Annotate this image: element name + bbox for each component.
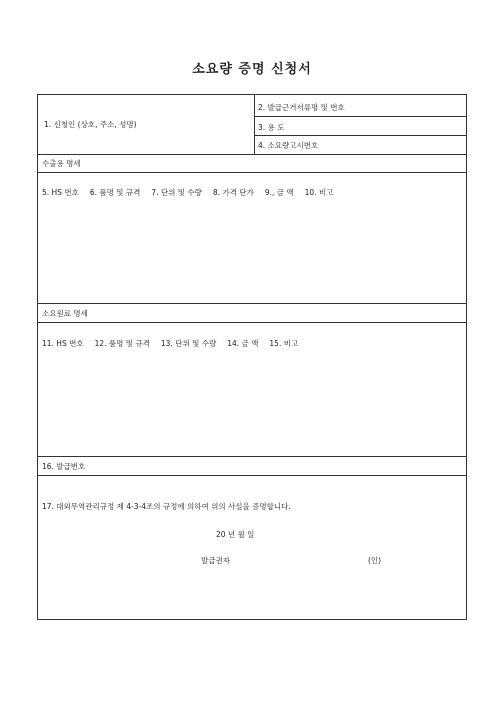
certification-date: 20 년 월 일 — [216, 530, 255, 539]
header-row-line-2 — [254, 135, 466, 136]
material-col-remarks: 15. 비고 — [269, 339, 299, 348]
export-columns — [42, 187, 344, 198]
material-col-hs: 11. HS 번호 — [42, 339, 84, 348]
certification-statement: 17. 대외무역관리규정 제 4-3-4조의 규정에 의하여 위의 사실을 증명합니다. — [42, 502, 291, 511]
export-col-price: 8. 가격 단가 — [212, 188, 254, 197]
export-bottom-line — [38, 303, 466, 304]
material-col-amount: 14. 금 액 — [227, 339, 259, 348]
header-row-line-1 — [254, 116, 466, 117]
document-title: 소요량 증명 신청서 — [192, 62, 312, 77]
application-form — [37, 94, 467, 620]
issue-no-field: 16. 발급번호 — [42, 462, 86, 471]
export-col-item: 6. 품명 및 규격 — [89, 188, 141, 197]
export-col-amount: 9., 금 액 — [264, 188, 294, 197]
header-bottom-line — [38, 154, 466, 155]
material-col-qty: 13. 단위 및 수량 — [160, 339, 217, 348]
material-col-item: 12. 품명 및 규격 — [94, 339, 150, 348]
notice-no-field: 4. 소요량고시번호 — [258, 141, 319, 150]
material-bottom-line — [38, 456, 466, 457]
issue-no-line — [38, 475, 466, 476]
export-col-hs: 5. HS 번호 — [42, 188, 79, 197]
material-label-line — [38, 322, 466, 323]
export-col-remarks: 10. 비고 — [304, 188, 334, 197]
applicant-field: 1. 신청인 (상호, 주소, 성명) — [44, 120, 137, 129]
purpose-field: 3. 용 도 — [258, 123, 285, 132]
material-columns — [42, 338, 309, 349]
basis-doc-field: 2. 발급근거서류명 및 번호 — [258, 103, 345, 112]
export-section-label: 수출용 명세 — [42, 159, 81, 168]
issuer-label: 발급권자 — [201, 556, 230, 565]
seal-mark: (인) — [368, 556, 382, 565]
header-divider — [254, 95, 255, 154]
export-col-qty: 7. 단위 및 수량 — [151, 188, 202, 197]
material-section-label: 소요원료 명세 — [42, 309, 88, 318]
export-label-line — [38, 172, 466, 173]
